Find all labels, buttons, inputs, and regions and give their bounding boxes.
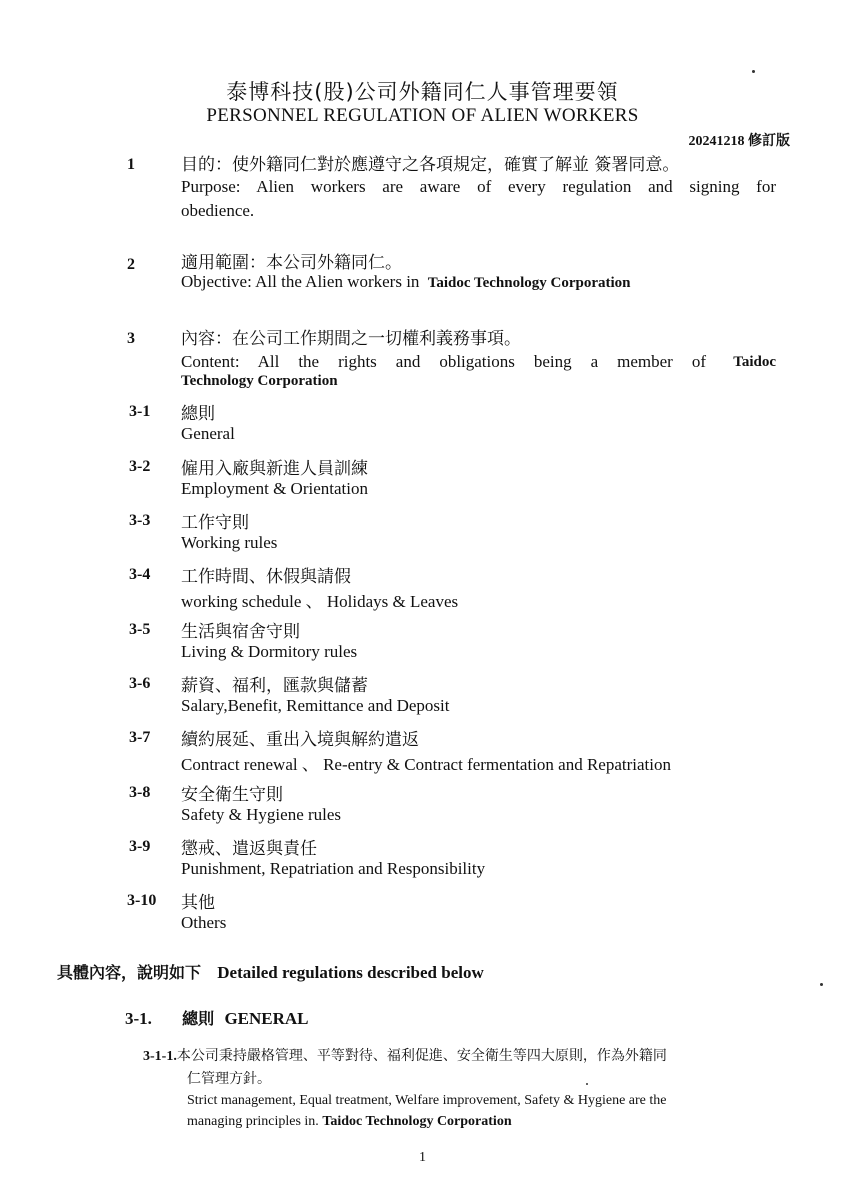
item-english-line	[181, 272, 631, 292]
toc-english: Others	[181, 913, 227, 932]
toc-chinese: 僱用入廠與新進人員訓練	[181, 459, 368, 479]
toc-number: 3-4	[129, 566, 151, 583]
toc-chinese: 總則	[181, 404, 215, 424]
item-english-line	[181, 350, 776, 374]
toc-chinese: 安全衛生守則	[181, 785, 283, 805]
page-number: 1	[419, 1150, 426, 1165]
toc-chinese: 續約展延、重出入境與解約遣返	[181, 730, 419, 750]
toc-number: 3-8	[129, 784, 151, 801]
toc-number: 3-2	[129, 458, 151, 475]
section-heading	[125, 1006, 309, 1029]
item-english-plain: Objective: All the Alien workers in	[181, 272, 420, 291]
toc-english: General	[181, 424, 235, 443]
company-name: Technology Corporation	[181, 373, 338, 389]
clause-chinese-line: 本公司秉持嚴格管理、平等對待、福利促進、安全衛生等四大原則，作為外籍同	[176, 1048, 667, 1064]
toc-chinese: 薪資、福利，匯款與儲蓄	[181, 676, 368, 696]
item-chinese: 適用範圍：本公司外籍同仁。	[181, 253, 402, 273]
toc-chinese: 工作時間、休假與請假	[181, 567, 351, 587]
company-name: Taidoc Technology Corporation	[322, 1114, 512, 1129]
section-english: GENERAL	[224, 1009, 309, 1028]
detailed-heading-english: Detailed regulations described below	[217, 963, 484, 982]
item-chinese: 內容：在公司工作期間之一切權利義務事項。	[181, 329, 521, 349]
toc-number: 3-5	[129, 621, 151, 638]
clause-3-1-1	[143, 1045, 783, 1132]
section-number: 3-1.	[125, 1009, 152, 1028]
toc-english: working schedule 、 Holidays & Leaves	[181, 592, 459, 611]
toc-english: Living & Dormitory rules	[181, 642, 358, 661]
section-chinese: 總則	[182, 1009, 215, 1028]
toc-chinese: 其他	[181, 893, 215, 913]
title-english: PERSONNEL REGULATION OF ALIEN WORKERS	[206, 105, 639, 126]
toc-number: 3-3	[129, 512, 151, 529]
clause-english-line: Strict management, Equal treatment, Welfare improvement, Safety & Hygiene are the	[187, 1093, 667, 1108]
scan-speck	[586, 1083, 588, 1085]
toc-number: 3-1	[129, 403, 151, 420]
title-chinese: 泰博科技(股)公司外籍同仁人事管理要領	[226, 80, 619, 104]
item-english-line: obedience.	[181, 201, 255, 220]
toc-english: Contract renewal 、 Re-entry & Contract fermentation and Repatriation	[181, 755, 671, 774]
detailed-heading	[57, 960, 484, 983]
clause-english-line	[143, 1112, 783, 1132]
toc-number: 3-9	[129, 838, 151, 855]
toc-english: Salary,Benefit, Remittance and Deposit	[181, 696, 450, 715]
item-number: 1	[127, 156, 135, 173]
toc-chinese: 生活與宿舍守則	[181, 622, 300, 642]
revision-label: 20241218 修訂版	[688, 134, 790, 149]
toc-english: Punishment, Repatriation and Responsibility	[181, 859, 486, 878]
toc-chinese: 工作守則	[181, 513, 249, 533]
scan-speck	[820, 983, 823, 986]
item-chinese: 目的：使外籍同仁對於應遵守之各項規定，確實了解並 簽署同意。	[181, 155, 680, 175]
item-number: 2	[127, 256, 135, 273]
item-english-plain: Content: All the rights and obligations being a member of	[181, 352, 706, 371]
item-number: 3	[127, 330, 135, 347]
clause-number: 3-1-1.	[143, 1049, 177, 1064]
clause-english-plain: managing principles in.	[187, 1114, 319, 1129]
item-english-line: Purpose: Alien workers are aware of every regulation and signing for	[181, 177, 776, 196]
toc-number: 3-6	[129, 675, 151, 692]
company-name: Taidoc Technology Corporation	[427, 275, 631, 291]
company-name: Taidoc	[733, 354, 776, 370]
scan-speck	[752, 70, 755, 73]
toc-number: 3-7	[129, 729, 151, 746]
toc-number: 3-10	[127, 892, 157, 909]
toc-english: Safety & Hygiene rules	[181, 805, 342, 824]
toc-english: Working rules	[181, 533, 278, 552]
toc-chinese: 懲戒、遣返與責任	[181, 839, 317, 859]
clause-chinese-line: 仁管理方針。	[187, 1071, 271, 1087]
detailed-heading-chinese: 具體內容，說明如下	[57, 963, 202, 982]
toc-english: Employment & Orientation	[181, 479, 368, 498]
